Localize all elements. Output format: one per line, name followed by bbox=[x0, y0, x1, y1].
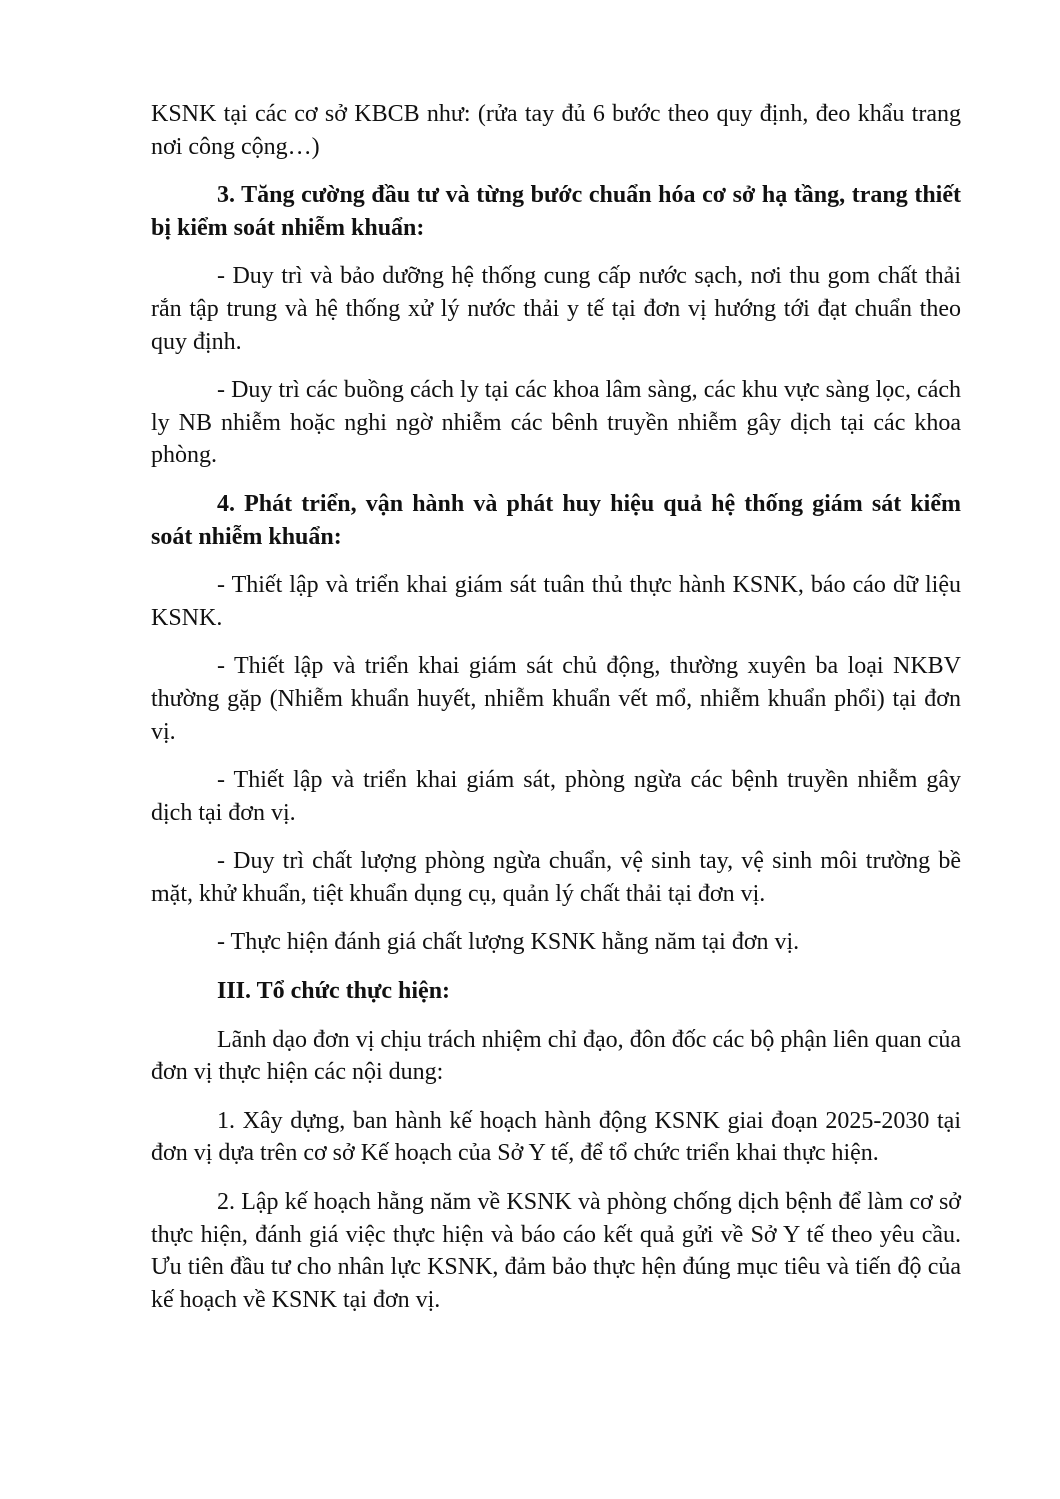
numbered-paragraph: 1. Xây dựng, ban hành kế hoạch hành động KSNK giai đoạn 2025-2030 tại đơn vị dựa trên cơ sở Kế hoạch của Sở Y tế, để tổ chức triển khai thực hiện. bbox=[151, 1107, 961, 1167]
bullet-paragraph: - Thực hiện đánh giá chất lượng KSNK hằng năm tại đơn vị. bbox=[217, 929, 800, 956]
bullet-paragraph: - Thiết lập và triển khai giám sát, phòng ngừa các bệnh truyền nhiễm gây dịch tại đơn vị. bbox=[151, 767, 961, 826]
bullet-paragraph: - Duy trì và bảo dưỡng hệ thống cung cấp nước sạch, nơi thu gom chất thải rắn tập trung và hệ thống xử lý nước thải y tế tại đơn vị hướng tới đạt chuẩn theo quy định. bbox=[151, 263, 961, 355]
section-heading-4: 4. Phát triển, vận hành và phát huy hiệu quả hệ thống giám sát kiểm soát nhiễm khuẩn: bbox=[151, 490, 961, 550]
section-heading-iii: III. Tổ chức thực hiện: bbox=[217, 978, 451, 1005]
numbered-paragraph: 2. Lập kế hoạch hằng năm về KSNK và phòng chống dịch bệnh để làm cơ sở thực hiện, đánh giá việc thực hiện và báo cáo kết quả gửi về Sở Y tế theo yêu cầu. Ưu tiên đầu tư cho nhân lực KSNK, đảm bảo thực hện đúng mục tiêu và tiến độ của kế hoạch về KSNK tại đơn vị. bbox=[151, 1189, 961, 1313]
bullet-paragraph: - Duy trì các buồng cách ly tại các khoa lâm sàng, các khu vực sàng lọc, cách ly NB nhiễm hoặc nghi ngờ nhiễm các bênh truyền nhiễm gây dịch tại các khoa phòng. bbox=[151, 377, 961, 469]
body-paragraph: Lãnh dạo đơn vị chịu trách nhiệm chỉ đạo, đôn đốc các bộ phận liên quan của đơn vị thực hiện các nội dung: bbox=[151, 1026, 961, 1086]
bullet-paragraph: - Thiết lập và triển khai giám sát chủ động, thường xuyên ba loại NKBV thường gặp (Nhiễm khuẩn huyết, nhiễm khuẩn vết mổ, nhiễm khuẩn phổi) tại đơn vị. bbox=[151, 653, 961, 745]
document-body bbox=[151, 98, 961, 1332]
bullet-paragraph: - Duy trì chất lượng phòng ngừa chuẩn, vệ sinh tay, vệ sinh môi trường bề mặt, khử khuẩn, tiệt khuẩn dụng cụ, quản lý chất thải tại đơn vị. bbox=[151, 848, 961, 907]
paragraph-continuation: KSNK tại các cơ sở KBCB như: (rửa tay đủ 6 bước theo quy định, đeo khẩu trang nơi công cộng…) bbox=[151, 101, 961, 160]
section-heading-3: 3. Tăng cường đầu tư và từng bước chuẩn hóa cơ sở hạ tầng, trang thiết bị kiểm soát nhiễm khuẩn: bbox=[151, 182, 961, 241]
bullet-paragraph: - Thiết lập và triển khai giám sát tuân thủ thực hành KSNK, báo cáo dữ liệu KSNK. bbox=[151, 572, 961, 631]
